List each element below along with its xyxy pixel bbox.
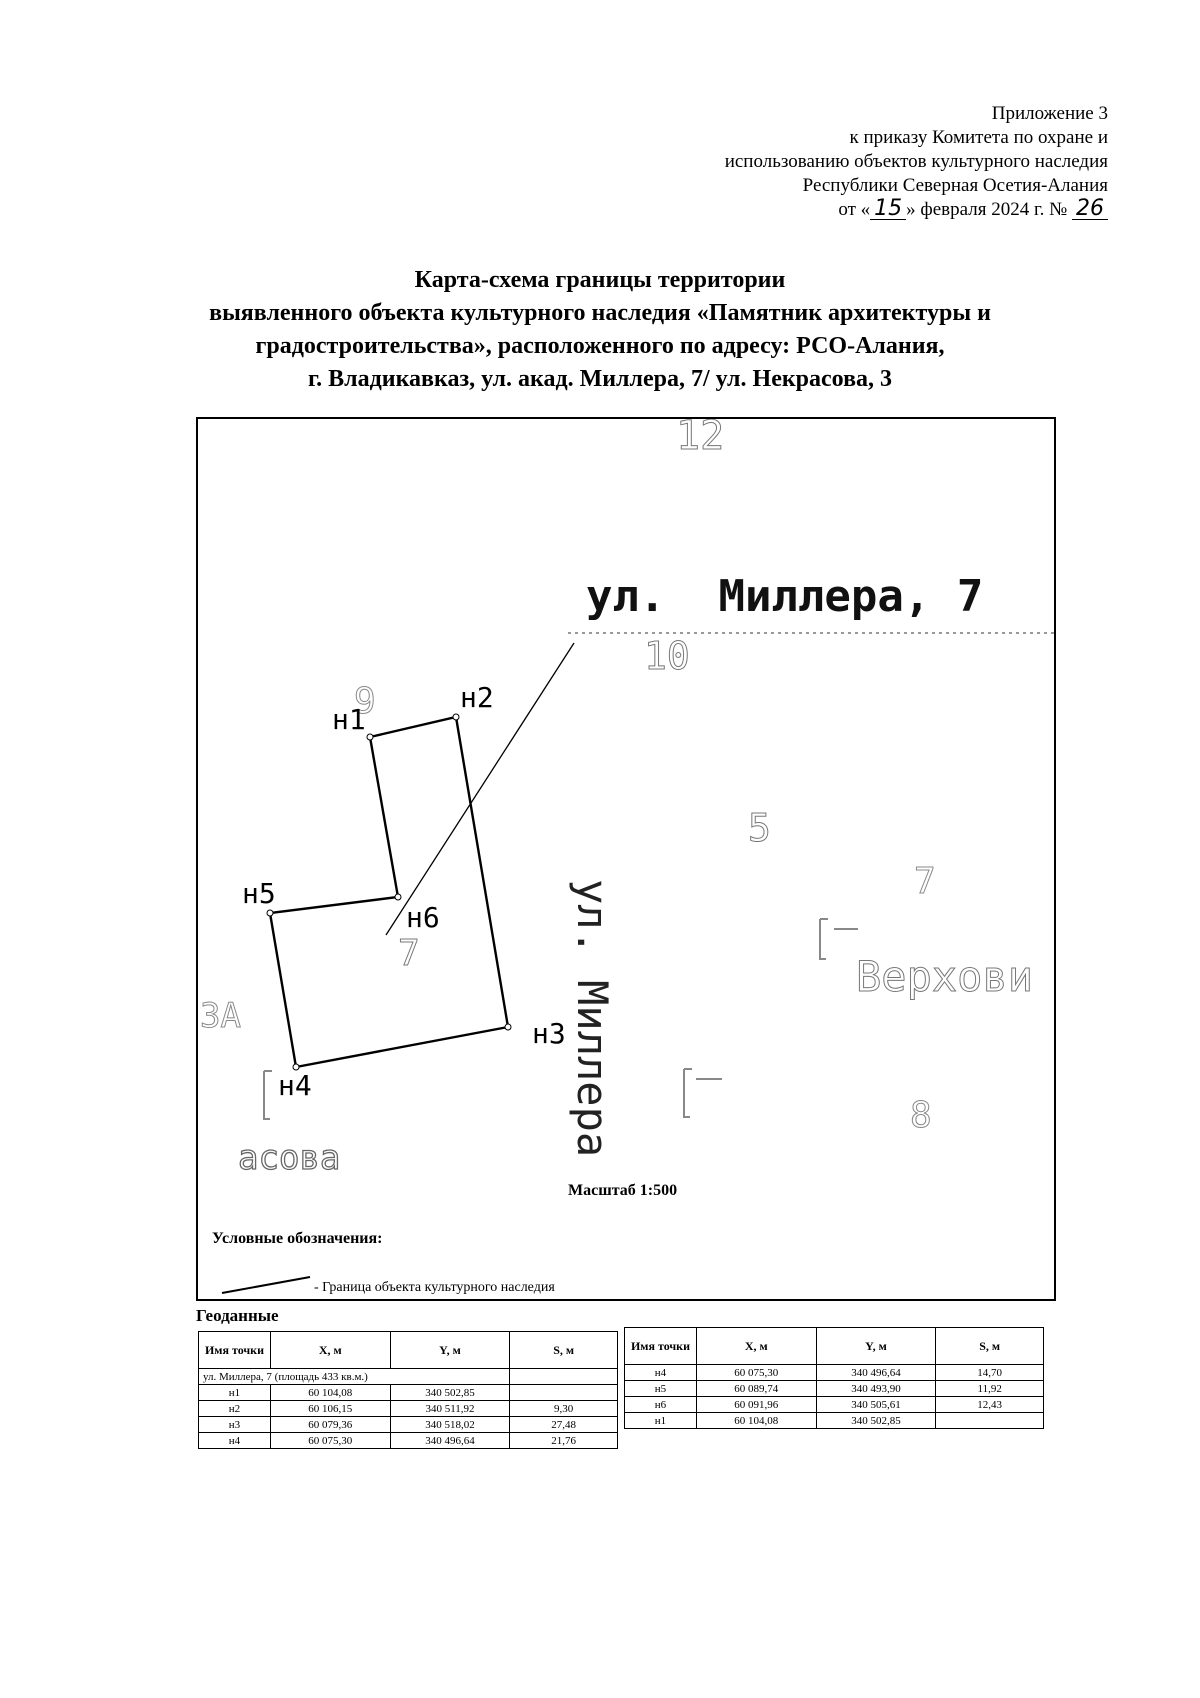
point-x: 60 106,15 <box>270 1401 390 1417</box>
building-glyph <box>264 1071 272 1119</box>
point-name: н3 <box>199 1417 271 1433</box>
point-n1 <box>367 734 373 740</box>
area-row <box>199 1369 618 1385</box>
table-row <box>625 1365 1044 1381</box>
map-drawing <box>198 419 1056 1301</box>
point-name: н5 <box>625 1381 697 1397</box>
parcel-number-7-center: 7 <box>398 933 420 974</box>
point-x: 60 104,08 <box>696 1413 816 1429</box>
table-header-row <box>625 1328 1044 1365</box>
point-y: 340 511,92 <box>390 1401 510 1417</box>
partial-label-nekrasova: асова <box>238 1138 341 1178</box>
header-x: X, м <box>696 1328 816 1365</box>
table-row <box>199 1385 618 1401</box>
point-y: 340 496,64 <box>390 1433 510 1449</box>
point-name: н1 <box>199 1385 271 1401</box>
point-y: 340 502,85 <box>390 1385 510 1401</box>
date-suffix: » февраля 2024 г. № <box>906 199 1068 220</box>
header-y: Y, м <box>816 1328 936 1365</box>
point-n6 <box>395 894 401 900</box>
geodata-table-2 <box>624 1327 1044 1429</box>
appendix-date-line <box>725 198 1108 222</box>
label-n4: н4 <box>278 1069 312 1102</box>
point-x: 60 104,08 <box>270 1385 390 1401</box>
header-point-name: Имя точки <box>625 1328 697 1365</box>
handwritten-day: 15 <box>870 199 906 220</box>
table-row <box>625 1381 1044 1397</box>
point-x: 60 079,36 <box>270 1417 390 1433</box>
point-y: 340 493,90 <box>816 1381 936 1397</box>
point-x: 60 075,30 <box>696 1365 816 1381</box>
title-line-1: Карта-схема границы территории <box>414 267 786 293</box>
legend-item: - Граница объекта культурного наследия <box>314 1280 555 1295</box>
point-name: н6 <box>625 1397 697 1413</box>
appendix-committee: использованию объектов культурного наследия <box>724 151 1108 172</box>
handwritten-number: 26 <box>1072 199 1108 220</box>
header-y: Y, м <box>390 1332 510 1369</box>
parcel-number-7-right: 7 <box>914 861 936 902</box>
table-row <box>199 1417 618 1433</box>
point-x: 60 091,96 <box>696 1397 816 1413</box>
label-n6: н6 <box>406 901 440 934</box>
document-title <box>100 264 1100 396</box>
appendix-number: Приложение 3 <box>991 103 1108 124</box>
segment-length: 21,76 <box>510 1433 618 1449</box>
segment-length: 27,48 <box>510 1417 618 1433</box>
appendix-order: к приказу Комитета по охране и <box>849 127 1108 148</box>
label-n2: н2 <box>460 681 494 714</box>
area-s-blank <box>510 1369 618 1385</box>
segment-length: 9,30 <box>510 1401 618 1417</box>
table-header-row <box>199 1332 618 1369</box>
point-name: н4 <box>199 1433 271 1449</box>
legend-title: Условные обозначения: <box>212 1230 383 1247</box>
building-glyph <box>684 1069 722 1117</box>
parcel-number-9: 9 <box>354 681 376 722</box>
point-x: 60 075,30 <box>270 1433 390 1449</box>
label-n1: н1 <box>332 703 366 736</box>
label-n5: н5 <box>242 877 276 910</box>
date-prefix: от « <box>838 199 871 220</box>
parcel-number-10: 10 <box>644 634 690 678</box>
point-n5 <box>267 910 273 916</box>
header-point-name: Имя точки <box>199 1332 271 1369</box>
point-y: 340 505,61 <box>816 1397 936 1413</box>
geodata-table-1 <box>198 1331 618 1449</box>
table-row <box>199 1401 618 1417</box>
point-y: 340 502,85 <box>816 1413 936 1429</box>
building-glyph <box>820 919 858 959</box>
point-x: 60 089,74 <box>696 1381 816 1397</box>
area-label: ул. Миллера, 7 (площадь 433 кв.м.) <box>199 1369 510 1385</box>
map-scheme <box>196 417 1056 1301</box>
vertical-street-label: ул. Миллера <box>568 879 617 1158</box>
segment-length: 12,43 <box>936 1397 1044 1413</box>
appendix-republic: Республики Северная Осетия-Алания <box>802 175 1108 196</box>
title-line-2: выявленного объекта культурного наследия «Памятник архитектуры и <box>209 300 991 326</box>
table-row <box>625 1397 1044 1413</box>
segment-length: 14,70 <box>936 1365 1044 1381</box>
parcel-number-3a: 3А <box>200 996 241 1036</box>
point-n2 <box>453 714 459 720</box>
street-label: ул. Миллера, 7 <box>586 571 984 622</box>
legend-boundary-sample <box>222 1277 310 1293</box>
header-x: X, м <box>270 1332 390 1369</box>
segment-length: 11,92 <box>936 1381 1044 1397</box>
appendix-header <box>725 102 1108 222</box>
header-s: S, м <box>510 1332 618 1369</box>
title-line-3: градостроительства», расположенного по адресу: РСО-Алания, <box>255 333 945 359</box>
parcel-number-5: 5 <box>748 806 771 850</box>
heritage-boundary <box>270 717 508 1067</box>
point-name: н1 <box>625 1413 697 1429</box>
point-y: 340 518,02 <box>390 1417 510 1433</box>
partial-label-verkhovn: Верхови <box>856 952 1034 1001</box>
table-row <box>199 1433 618 1449</box>
point-y: 340 496,64 <box>816 1365 936 1381</box>
label-n3: н3 <box>532 1017 566 1050</box>
segment-length-blank <box>936 1413 1044 1429</box>
table-row <box>625 1413 1044 1429</box>
parcel-number-8: 8 <box>910 1095 932 1136</box>
title-line-4: г. Владикавказ, ул. акад. Миллера, 7/ ул. Некрасова, 3 <box>307 366 893 392</box>
header-s: S, м <box>936 1328 1044 1365</box>
segment-length-blank <box>510 1385 618 1401</box>
parcel-number-12: 12 <box>676 419 725 459</box>
geodata-title: Геоданные <box>196 1306 279 1325</box>
point-n3 <box>505 1024 511 1030</box>
point-name: н2 <box>199 1401 271 1417</box>
point-name: н4 <box>625 1365 697 1381</box>
map-scale: Масштаб 1:500 <box>568 1182 678 1199</box>
